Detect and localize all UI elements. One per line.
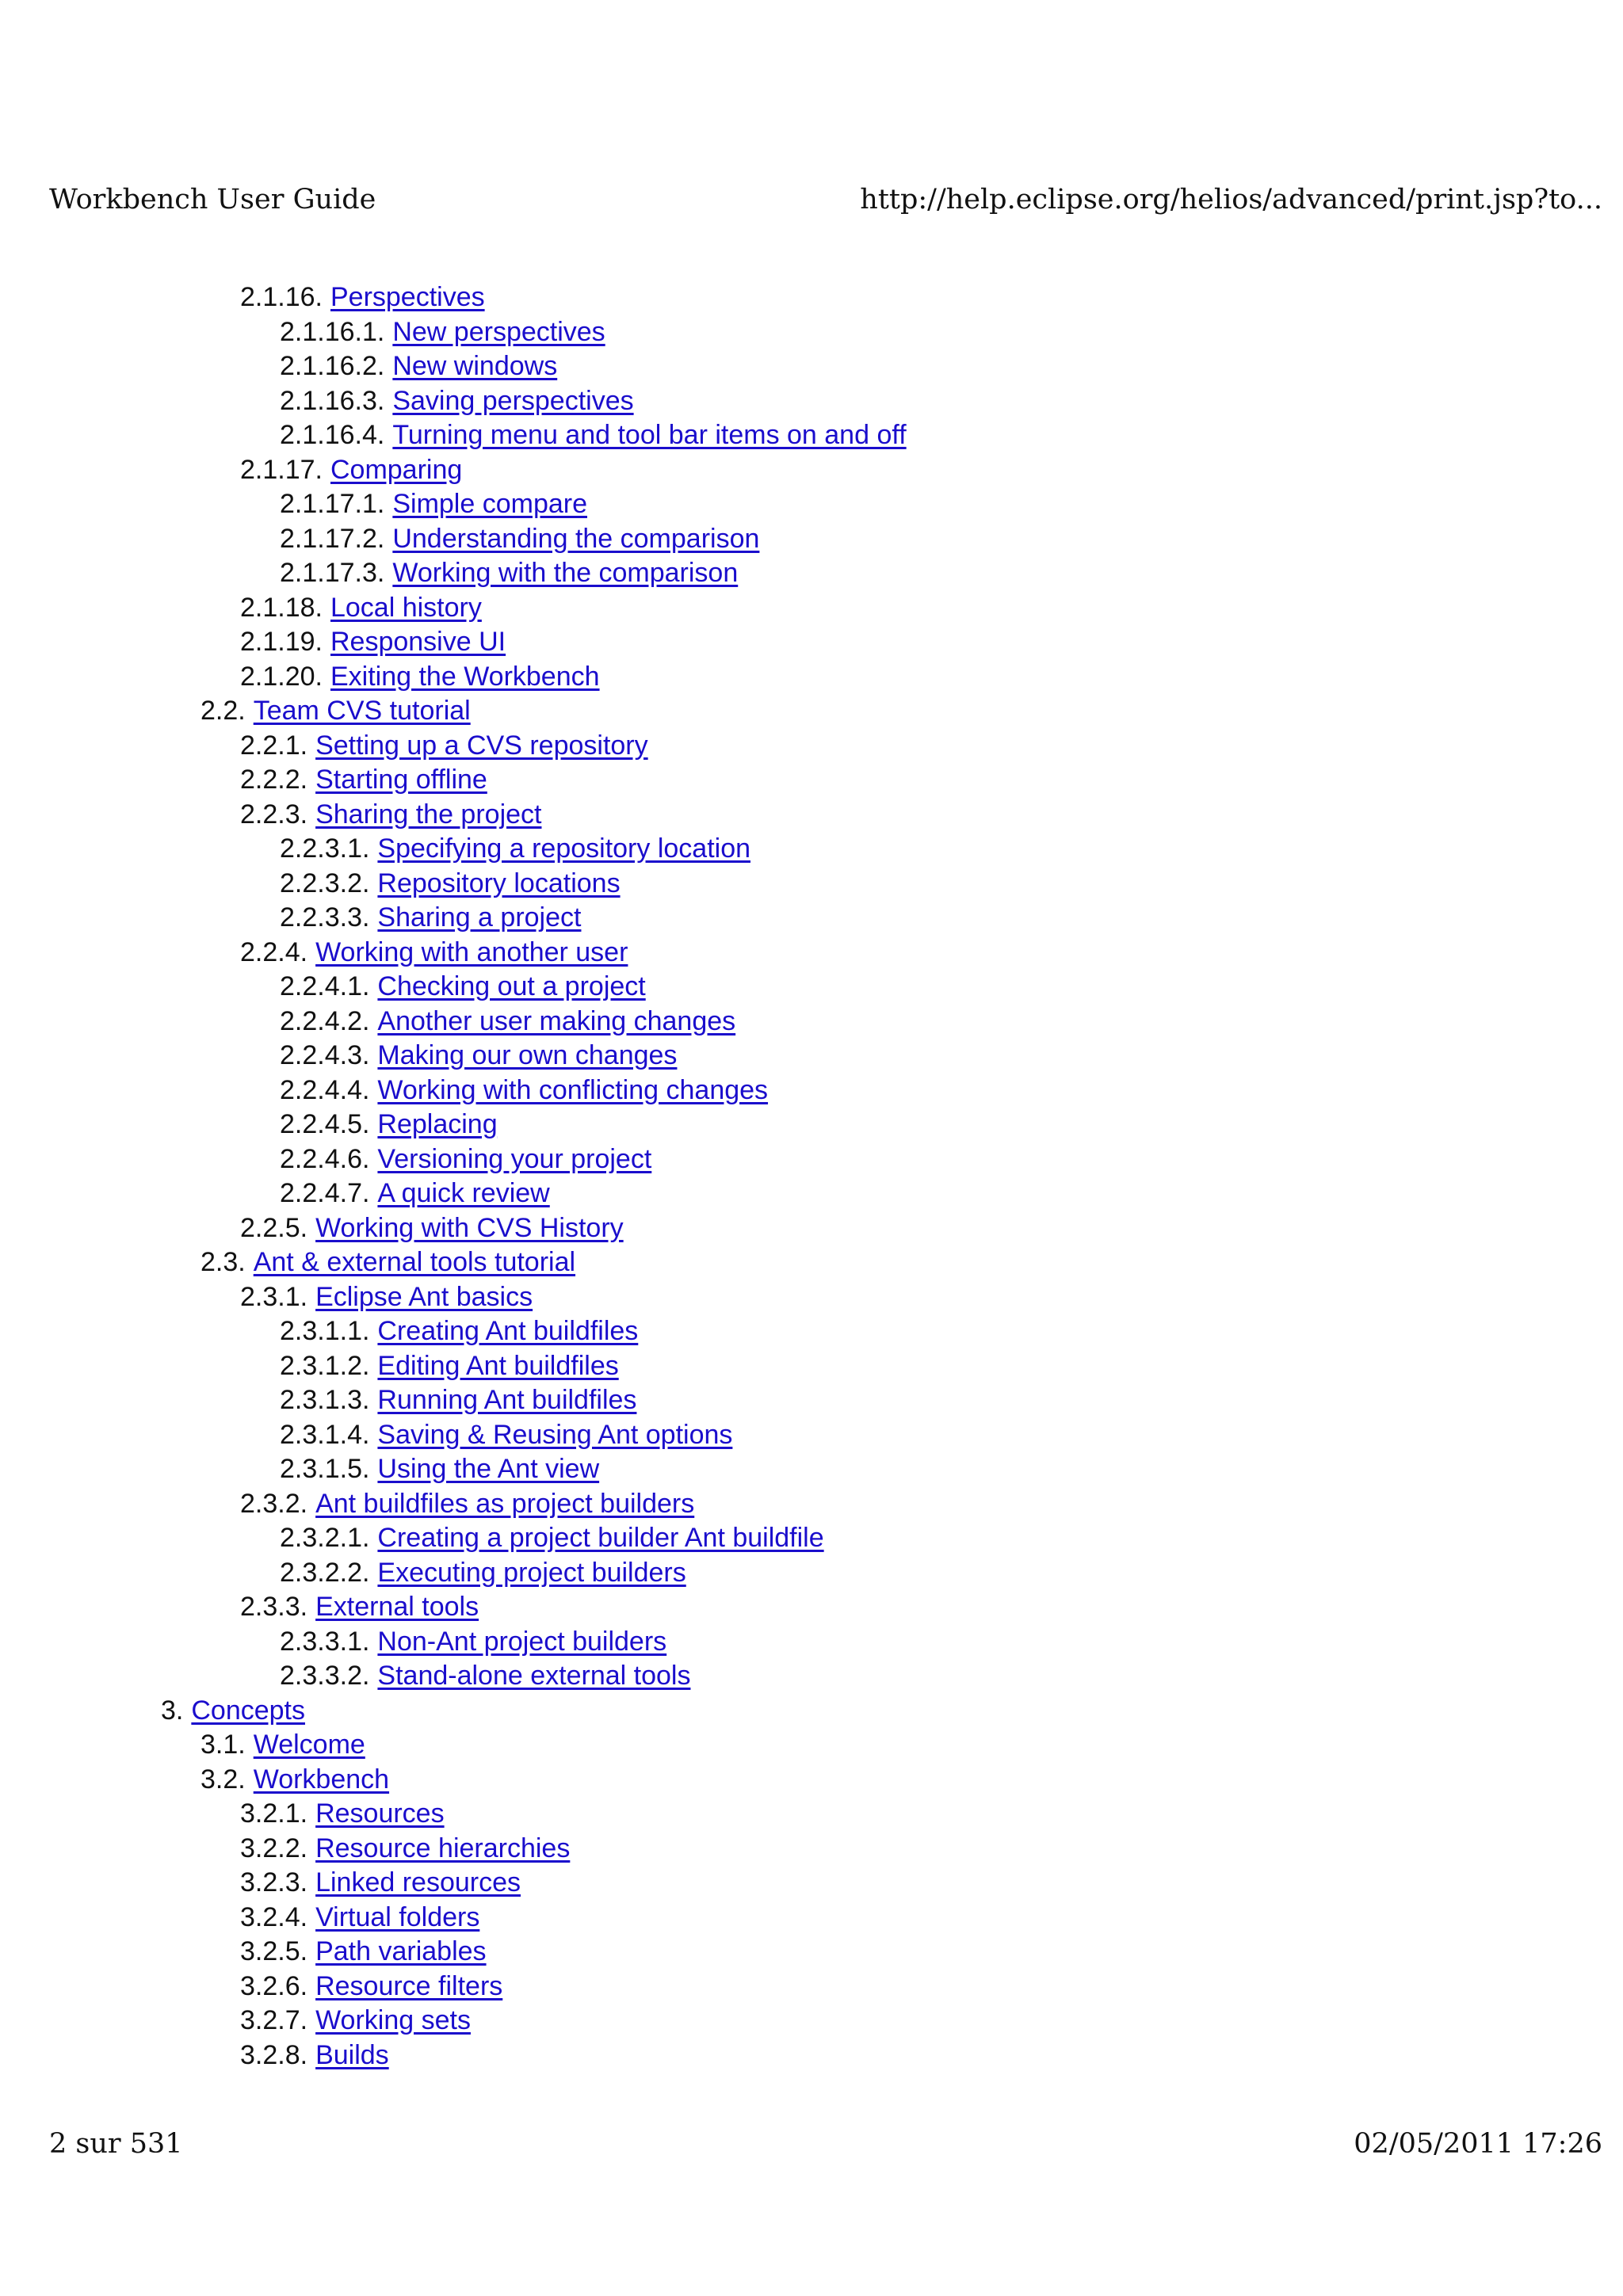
toc-entry-link[interactable]: Non-Ant project builders bbox=[377, 1626, 667, 1657]
toc-entry-link[interactable]: Sharing the project bbox=[315, 799, 542, 830]
toc-entry-link[interactable]: Sharing a project bbox=[377, 902, 582, 933]
toc-entry bbox=[0, 1487, 907, 1522]
toc-entry bbox=[0, 1797, 907, 1832]
toc-entry bbox=[0, 1694, 907, 1729]
toc-entry-link[interactable]: Creating Ant buildfiles bbox=[377, 1316, 639, 1346]
toc-entry bbox=[0, 1177, 907, 1211]
toc-entry bbox=[0, 832, 907, 867]
toc-entry-number: 3.2.5. bbox=[240, 1936, 308, 1966]
table-of-contents bbox=[0, 280, 907, 2073]
toc-entry-number: 2.2.2. bbox=[240, 765, 308, 795]
toc-entry-link[interactable]: Saving & Reusing Ant options bbox=[377, 1419, 733, 1450]
toc-entry-number: 2.1.17.1. bbox=[280, 489, 385, 519]
toc-entry bbox=[0, 1108, 907, 1142]
toc-entry-link[interactable]: Creating a project builder Ant buildfile bbox=[377, 1523, 824, 1553]
toc-entry-number: 2.2.5. bbox=[240, 1212, 308, 1243]
toc-entry-number: 2.3.1.4. bbox=[280, 1419, 370, 1450]
toc-entry-number: 2.1.19. bbox=[240, 627, 323, 657]
toc-entry-link[interactable]: Executing project builders bbox=[377, 1557, 686, 1588]
page-footer-page-number: 2 sur 531 bbox=[49, 2128, 183, 2160]
toc-entry-link[interactable]: External tools bbox=[315, 1592, 479, 1622]
toc-entry-number: 2.1.16.1. bbox=[280, 316, 385, 347]
toc-entry bbox=[0, 1039, 907, 1074]
toc-entry-number: 2.2.4.4. bbox=[280, 1074, 370, 1105]
toc-entry-link[interactable]: Resources bbox=[315, 1798, 445, 1829]
toc-entry bbox=[0, 1556, 907, 1591]
toc-entry-number: 2.2.4.1. bbox=[280, 971, 370, 1001]
toc-entry bbox=[0, 1074, 907, 1108]
toc-entry-number: 3.2. bbox=[200, 1764, 246, 1794]
toc-entry bbox=[0, 1832, 907, 1867]
toc-entry-number: 2.2.4. bbox=[240, 936, 308, 967]
toc-entry-link[interactable]: Ant buildfiles as project builders bbox=[315, 1488, 695, 1519]
toc-entry-link[interactable]: Working with another user bbox=[315, 936, 628, 967]
toc-entry-link[interactable]: Running Ant buildfiles bbox=[377, 1385, 637, 1415]
toc-entry-link[interactable]: Eclipse Ant basics bbox=[315, 1281, 533, 1312]
toc-entry-link[interactable]: Making our own changes bbox=[377, 1040, 678, 1070]
toc-entry bbox=[0, 1625, 907, 1660]
toc-entry bbox=[0, 660, 907, 695]
toc-entry-link[interactable]: Path variables bbox=[315, 1936, 487, 1966]
toc-entry-link[interactable]: Concepts bbox=[191, 1695, 305, 1726]
toc-entry-link[interactable]: Local history bbox=[330, 592, 482, 623]
toc-entry-link[interactable]: Comparing bbox=[330, 454, 463, 485]
toc-entry-link[interactable]: Perspectives bbox=[330, 282, 485, 312]
toc-entry-number: 2.1.17. bbox=[240, 454, 323, 485]
toc-entry bbox=[0, 1659, 907, 1694]
toc-entry-number: 2.2.3.1. bbox=[280, 833, 370, 864]
toc-entry-number: 2.3.2. bbox=[240, 1488, 308, 1519]
toc-entry-number: 3.2.6. bbox=[240, 1970, 308, 2001]
toc-entry bbox=[0, 1211, 907, 1246]
toc-entry bbox=[0, 1521, 907, 1556]
toc-entry-link[interactable]: New windows bbox=[392, 351, 558, 381]
toc-entry-number: 2.3.1.5. bbox=[280, 1454, 370, 1484]
toc-entry-link[interactable]: Welcome bbox=[253, 1730, 365, 1760]
toc-entry-number: 3.2.4. bbox=[240, 1901, 308, 1932]
toc-entry-link[interactable]: Workbench bbox=[253, 1764, 390, 1794]
toc-entry-link[interactable]: Working with the comparison bbox=[392, 558, 739, 588]
toc-entry-number: 2.3.2.1. bbox=[280, 1523, 370, 1553]
toc-entry-link[interactable]: Ant & external tools tutorial bbox=[253, 1247, 576, 1277]
toc-entry-number: 2.1.16.4. bbox=[280, 420, 385, 450]
toc-entry-number: 2.1.16.2. bbox=[280, 351, 385, 381]
toc-entry bbox=[0, 867, 907, 902]
toc-entry bbox=[0, 1005, 907, 1039]
toc-entry-number: 3.2.7. bbox=[240, 2005, 308, 2035]
toc-entry bbox=[0, 1590, 907, 1625]
toc-entry-number: 2.3.3. bbox=[240, 1592, 308, 1622]
toc-entry-link[interactable]: Repository locations bbox=[377, 868, 621, 898]
toc-entry-number: 2.2.4.3. bbox=[280, 1040, 370, 1070]
toc-entry bbox=[0, 970, 907, 1005]
toc-entry bbox=[0, 1280, 907, 1315]
toc-entry-link[interactable]: Versioning your project bbox=[377, 1143, 652, 1174]
toc-entry bbox=[0, 487, 907, 522]
toc-entry bbox=[0, 349, 907, 384]
toc-entry-link[interactable]: Specifying a repository location bbox=[377, 833, 751, 864]
toc-entry-number: 2.3.1. bbox=[240, 1281, 308, 1312]
toc-entry-number: 2.2.4.7. bbox=[280, 1178, 370, 1208]
toc-entry bbox=[0, 1935, 907, 1970]
toc-entry-number: 2.2.3.2. bbox=[280, 868, 370, 898]
toc-entry bbox=[0, 1970, 907, 2004]
toc-entry-link[interactable]: Using the Ant view bbox=[377, 1454, 600, 1484]
toc-entry bbox=[0, 384, 907, 419]
toc-entry-link[interactable]: Checking out a project bbox=[377, 971, 646, 1001]
toc-entry bbox=[0, 2004, 907, 2039]
toc-entry-number: 2.1.18. bbox=[240, 592, 323, 623]
toc-entry-link[interactable]: Working with CVS History bbox=[315, 1212, 624, 1243]
toc-entry bbox=[0, 315, 907, 350]
toc-entry-link[interactable]: Another user making changes bbox=[377, 1005, 736, 1036]
toc-entry-link[interactable]: Working sets bbox=[315, 2005, 471, 2035]
toc-entry-link[interactable]: Stand-alone external tools bbox=[377, 1661, 691, 1691]
toc-entry bbox=[0, 625, 907, 660]
toc-entry bbox=[0, 901, 907, 936]
toc-entry bbox=[0, 1418, 907, 1453]
toc-entry-number: 2.2.4.6. bbox=[280, 1143, 370, 1174]
toc-entry-number: 2.2. bbox=[200, 696, 246, 726]
toc-entry-link[interactable]: Builds bbox=[315, 2039, 389, 2070]
toc-entry-number: 2.1.16. bbox=[240, 282, 323, 312]
toc-entry-number: 2.3. bbox=[200, 1247, 246, 1277]
page-header-title: Workbench User Guide bbox=[49, 184, 376, 215]
toc-entry bbox=[0, 1349, 907, 1384]
toc-entry-link[interactable]: Responsive UI bbox=[330, 627, 506, 657]
toc-entry bbox=[0, 1245, 907, 1280]
toc-entry bbox=[0, 280, 907, 315]
toc-entry-number: 2.1.17.3. bbox=[280, 558, 385, 588]
toc-entry-number: 2.2.4.5. bbox=[280, 1109, 370, 1139]
toc-entry bbox=[0, 936, 907, 971]
toc-entry-link[interactable]: Exiting the Workbench bbox=[330, 661, 600, 692]
toc-entry-number: 2.1.16.3. bbox=[280, 385, 385, 416]
toc-entry bbox=[0, 556, 907, 591]
toc-entry bbox=[0, 1728, 907, 1763]
toc-entry-link[interactable]: Team CVS tutorial bbox=[253, 696, 471, 726]
toc-entry-link[interactable]: Virtual folders bbox=[315, 1901, 480, 1932]
toc-entry bbox=[0, 729, 907, 764]
toc-entry-link[interactable]: Setting up a CVS repository bbox=[315, 730, 648, 761]
toc-entry-number: 3. bbox=[161, 1695, 184, 1726]
toc-entry-link[interactable]: Simple compare bbox=[392, 489, 587, 519]
toc-entry-number: 2.3.1.2. bbox=[280, 1350, 370, 1381]
toc-entry-link[interactable]: Replacing bbox=[377, 1109, 498, 1139]
toc-entry-link[interactable]: Resource hierarchies bbox=[315, 1833, 571, 1863]
toc-entry bbox=[0, 1901, 907, 1936]
toc-entry bbox=[0, 694, 907, 729]
toc-entry-number: 3.2.2. bbox=[240, 1833, 308, 1863]
toc-entry-number: 3.1. bbox=[200, 1730, 246, 1760]
toc-entry bbox=[0, 1763, 907, 1798]
toc-entry-number: 3.2.1. bbox=[240, 1798, 308, 1829]
page-footer-datetime: 02/05/2011 17:26 bbox=[1354, 2128, 1602, 2160]
toc-entry-number: 2.1.20. bbox=[240, 661, 323, 692]
toc-entry-link[interactable]: Editing Ant buildfiles bbox=[377, 1350, 619, 1381]
toc-entry-link[interactable]: New perspectives bbox=[392, 316, 605, 347]
toc-entry-number: 3.2.8. bbox=[240, 2039, 308, 2070]
toc-entry-link[interactable]: Saving perspectives bbox=[392, 385, 634, 416]
toc-entry bbox=[0, 522, 907, 557]
toc-entry bbox=[0, 453, 907, 488]
toc-entry bbox=[0, 798, 907, 833]
toc-entry-number: 2.2.3. bbox=[240, 799, 308, 830]
toc-entry bbox=[0, 591, 907, 626]
toc-entry-number: 2.3.1.1. bbox=[280, 1316, 370, 1346]
toc-entry-link[interactable]: Working with conflicting changes bbox=[377, 1074, 769, 1105]
toc-entry bbox=[0, 763, 907, 798]
toc-entry-number: 2.2.3.3. bbox=[280, 902, 370, 933]
toc-entry-number: 2.3.1.3. bbox=[280, 1385, 370, 1415]
toc-entry-number: 2.2.1. bbox=[240, 730, 308, 761]
toc-entry-number: 2.1.17.2. bbox=[280, 523, 385, 554]
toc-entry-link[interactable]: Turning menu and tool bar items on and off bbox=[392, 420, 907, 450]
toc-entry-number: 2.3.3.1. bbox=[280, 1626, 370, 1657]
toc-entry-number: 3.2.3. bbox=[240, 1867, 308, 1897]
toc-entry bbox=[0, 1314, 907, 1349]
toc-entry-link[interactable]: Starting offline bbox=[315, 765, 487, 795]
toc-entry-link[interactable]: Understanding the comparison bbox=[392, 523, 760, 554]
toc-entry bbox=[0, 1142, 907, 1177]
toc-entry-number: 2.2.4.2. bbox=[280, 1005, 370, 1036]
toc-entry-link[interactable]: Resource filters bbox=[315, 1970, 503, 2001]
toc-entry bbox=[0, 2039, 907, 2073]
toc-entry-link[interactable]: A quick review bbox=[377, 1178, 550, 1208]
page-header-url: http://help.eclipse.org/helios/advanced/print.jsp?to... bbox=[860, 184, 1602, 215]
toc-entry-number: 2.3.3.2. bbox=[280, 1661, 370, 1691]
toc-entry bbox=[0, 1452, 907, 1487]
toc-entry bbox=[0, 1866, 907, 1901]
toc-entry-link[interactable]: Linked resources bbox=[315, 1867, 521, 1897]
toc-entry-number: 2.3.2.2. bbox=[280, 1557, 370, 1588]
toc-entry bbox=[0, 1383, 907, 1418]
toc-entry bbox=[0, 418, 907, 453]
